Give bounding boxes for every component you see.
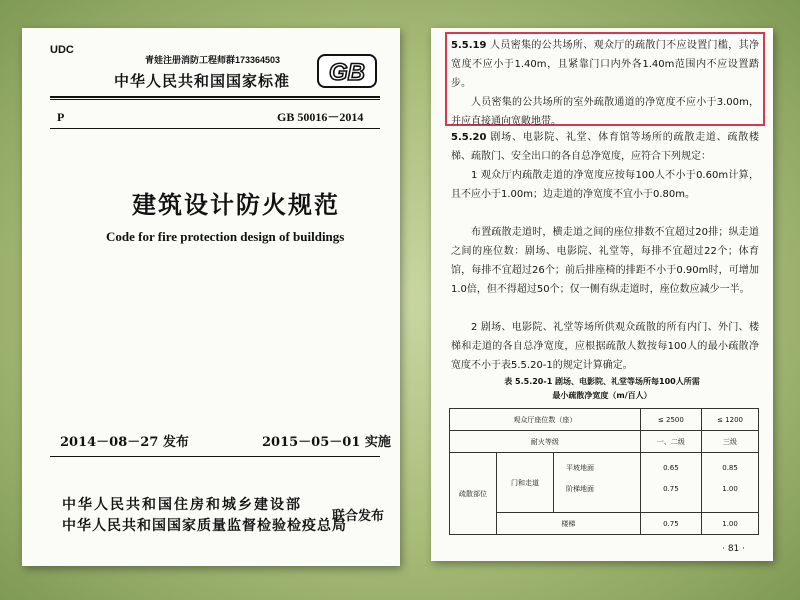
clause-5-5-20	[451, 128, 759, 166]
group-note: 青娃注册消防工程师群173364503	[145, 55, 281, 65]
date-rule	[50, 456, 380, 457]
header-fire-grade: 耐火等级	[450, 431, 641, 453]
grade-one-two: 一、二级	[640, 431, 701, 453]
clause-5-5-19	[451, 36, 759, 93]
joint-release: 联合发布	[332, 509, 385, 524]
standard-number: GB 50016－2014	[277, 110, 364, 124]
cell-flat-b: 0.85	[702, 453, 759, 483]
header-seats-1200: ≤ 1200	[702, 409, 759, 431]
gb-logo-text: GB	[329, 59, 365, 86]
gb-logo-icon	[317, 54, 377, 88]
table-caption-line-2: 最小疏散净宽度（m/百人）	[552, 391, 652, 400]
clause-item-1: 1 观众厅内疏散走道的净宽度应按每100人不小于0.60m计算，且不应小于1.00m；边走道的净宽度不宜小于0.80m。	[451, 170, 759, 200]
cell-flat-a: 0.65	[640, 453, 701, 483]
row-label-flat: 平坡地面	[554, 453, 641, 483]
clause-text: 人员密集的公共场所、观众厅的疏散门不应设置门槛，其净宽度不应小于1.40m，且紧靠门口内外各1.40m范围内不应设置踏步。	[451, 40, 759, 89]
cell-stair-b: 1.00	[702, 513, 759, 535]
authority-ministry: 中华人民共和国住房和城乡建设部	[62, 497, 302, 513]
udc-label: UDC	[50, 44, 74, 56]
header-rule-bottom	[50, 99, 380, 100]
standard-cover-page	[22, 28, 400, 566]
table-caption-line-1: 表 5.5.20-1 剧场、电影院、礼堂等场所每100人所需	[504, 377, 700, 386]
cell-stair-a: 0.75	[640, 513, 701, 535]
row-header-part: 疏散部位	[450, 453, 497, 535]
grade-three: 三级	[702, 431, 759, 453]
national-standard-heading: 中华人民共和国国家标准	[114, 72, 291, 90]
row-header-door-walk: 门和走道	[497, 453, 554, 513]
clause-item-2: 2 剧场、电影院、礼堂等场所供观众疏散的所有内门、外门、楼梯和走道的各自总净宽度，应根据疏散人数按每100人的最小疏散净宽度不小于表5.5.20-1的规定计算确定。	[451, 322, 759, 371]
title-english: Code for fire protection design of buildings	[106, 229, 345, 244]
row-label-stair: 楼梯	[497, 513, 641, 535]
cell-stair-floor-b: 1.00	[702, 483, 759, 513]
publish-date: 2014－08－27 发布	[60, 435, 189, 450]
regulation-content-page	[431, 28, 773, 561]
title-chinese: 建筑设计防火规范	[132, 191, 340, 219]
row-label-stair-floor: 阶梯地面	[554, 483, 641, 513]
evacuation-width-table	[449, 408, 759, 535]
clause-number: 5.5.19	[451, 40, 487, 51]
header-seats: 观众厅座位数（座）	[450, 409, 641, 431]
authority-aqsiq: 中华人民共和国国家质量监督检验检疫总局	[62, 518, 347, 534]
implement-date: 2015－05－01 实施	[262, 435, 391, 450]
cell-stair-floor-a: 0.75	[640, 483, 701, 513]
number-rule	[50, 128, 380, 129]
clause-item-1-para2: 布置疏散走道时，横走道之间的座位排数不宜超过20排；纵走道之间的座位数：剧场、电影院、礼堂等，每排不宜超过22个；体育馆，每排不宜超过26个；前后排座椅的排距不小于0.90m时，可增加1.0倍，但不得超过50个；仅一侧有纵走道时，座位数应减少一半。	[451, 227, 759, 295]
category-letter: P	[57, 110, 65, 124]
clause-number: 5.5.20	[451, 132, 487, 143]
header-rule-top	[50, 96, 380, 98]
clause-text: 剧场、电影院、礼堂、体育馆等场所的疏散走道、疏散楼梯、疏散门、安全出口的各自总净宽度，应符合下列规定：	[451, 132, 760, 162]
header-seats-2500: ≤ 2500	[640, 409, 701, 431]
clause-5-5-19-para2: 人员密集的公共场所的室外疏散通道的净宽度不应小于3.00m，并应直接通向宽敞地带。	[451, 97, 759, 127]
page-number: · 81 ·	[722, 544, 745, 554]
